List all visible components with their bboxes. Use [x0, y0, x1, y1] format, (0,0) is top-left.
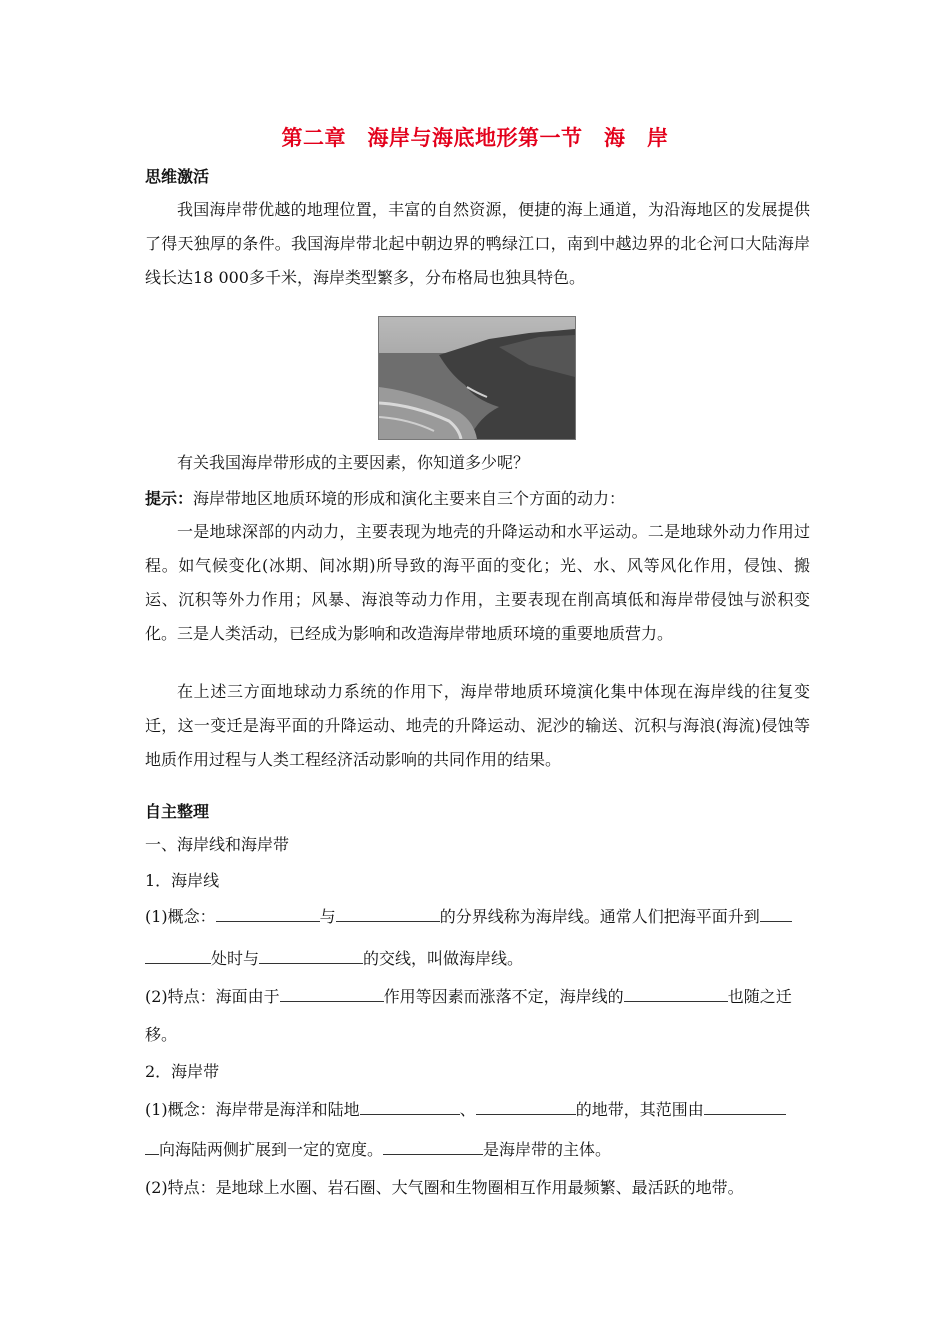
fill-blank[interactable] — [145, 947, 211, 964]
fill-blank[interactable] — [476, 1098, 576, 1115]
fill-blank[interactable] — [259, 947, 363, 964]
fill-blank[interactable] — [624, 985, 728, 1002]
conclusion-paragraph: 在上述三方面地球动力系统的作用下，海岸带地质环境演化集中体现在海岸线的往复变迁，这一变迁是海平面的升降运动、地壳的升降运动、泥沙的输送、沉积与海浪(海流)侵蚀等地质作用过程与人类工程经济活动影响的共同作用的结果。 — [145, 682, 810, 769]
coastline-photo — [378, 316, 576, 440]
text-segment: 的分界线称为海岸线。通常人们把海平面升到 — [439, 907, 760, 926]
text-segment: 作用等因素而涨落不定，海岸线的 — [383, 987, 624, 1006]
fill-blank[interactable] — [145, 1138, 159, 1155]
coastline-feature-line1 — [145, 985, 810, 1009]
page-title: 第二章 海岸与海底地形第一节 海 岸 — [281, 126, 669, 150]
section-heading-self-study: 自主整理 — [145, 802, 210, 821]
coastline-concept-line2 — [145, 947, 810, 971]
text-segment: 、 — [459, 1100, 476, 1119]
text-segment: 是海岸带的主体。 — [483, 1140, 612, 1159]
hint-label: 提示： — [145, 489, 194, 508]
fill-blank[interactable] — [383, 1138, 483, 1155]
item-coastline-title: 1．海岸线 — [145, 871, 220, 890]
text-segment: (1)概念： — [145, 907, 216, 926]
zone-feature-line: (2)特点：是地球上水圈、岩石圈、大气圈和生物圈相互作用最频繁、最活跃的地带。 — [145, 1178, 744, 1197]
section-heading-thinking: 思维激活 — [145, 167, 210, 186]
fill-blank[interactable] — [704, 1098, 786, 1115]
text-segment: (2)特点：海面由于 — [145, 987, 280, 1006]
text-segment: 的地带，其范围由 — [575, 1100, 704, 1119]
zone-concept-line2 — [145, 1138, 810, 1162]
fill-blank[interactable] — [360, 1098, 460, 1115]
text-segment: 的交线，叫做海岸线。 — [363, 949, 524, 968]
forces-paragraph: 一是地球深部的内动力，主要表现为地壳的升降运动和水平运动。二是地球外动力作用过程。如气候变化(冰期、间冰期)所导致的海平面的变化；光、水、风等风化作用，侵蚀、搬运、沉积等外力作用；风暴、海浪等动力作用，主要表现在削高填低和海岸带侵蚀与淤积变化。三是人类活动，已经成为影响和改造海岸带地质环境的重要地质营力。 — [145, 522, 810, 643]
fill-blank[interactable] — [760, 905, 792, 922]
text-segment: 处时与 — [211, 949, 260, 968]
intro-paragraph: 我国海岸带优越的地理位置，丰富的自然资源，便捷的海上通道，为沿海地区的发展提供了得天独厚的条件。我国海岸带北起中朝边界的鸭绿江口，南到中越边界的北仑河口大陆海岸线长达18 000多千米，海岸类型繁多，分布格局也独具特色。 — [145, 200, 810, 287]
coastline-concept-line1 — [145, 905, 810, 929]
fill-blank[interactable] — [280, 985, 384, 1002]
subheading-coastline-zone: 一、海岸线和海岸带 — [145, 835, 290, 854]
question-line: 有关我国海岸带形成的主要因素，你知道多少呢？ — [177, 453, 530, 472]
text-segment: 也随之迁 — [727, 987, 792, 1006]
text-segment: (1)概念：海岸带是海洋和陆地 — [145, 1100, 360, 1119]
item-coastal-zone-title: 2．海岸带 — [145, 1062, 220, 1081]
text-segment: 向海陆两侧扩展到一定的宽度。 — [159, 1140, 384, 1159]
zone-concept-line1 — [145, 1098, 810, 1122]
text-segment: 与 — [319, 907, 336, 926]
fill-blank[interactable] — [336, 905, 440, 922]
coastline-feature-line2: 移。 — [145, 1025, 178, 1044]
hint-line — [145, 482, 810, 516]
hint-text: 海岸带地区地质环境的形成和演化主要来自三个方面的动力： — [193, 489, 626, 508]
fill-blank[interactable] — [216, 905, 320, 922]
